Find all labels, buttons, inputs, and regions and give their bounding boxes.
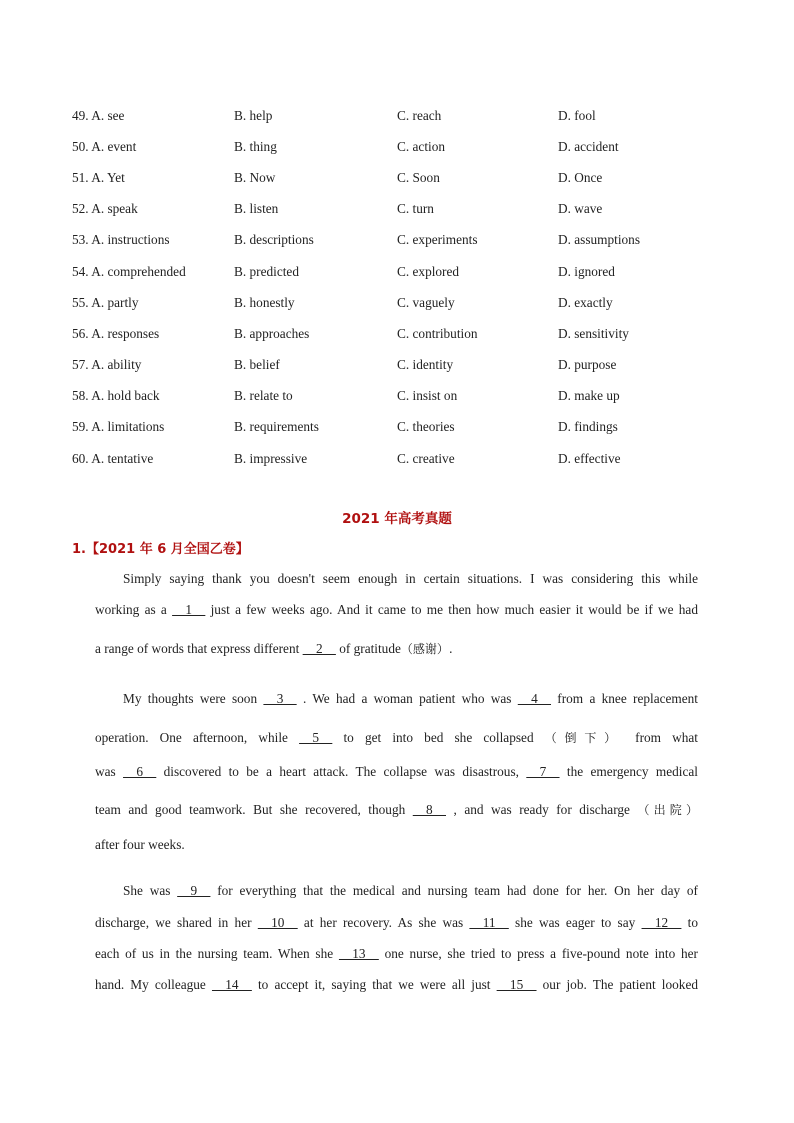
option-d[interactable]: D. accident [558, 138, 619, 154]
blank-15[interactable]: 15 [496, 977, 537, 992]
blank-10[interactable]: 10 [257, 915, 298, 930]
option-c[interactable]: C. vaguely [397, 294, 455, 310]
option-c[interactable]: C. explored [397, 263, 460, 279]
option-row [72, 287, 732, 318]
option-row [72, 131, 732, 162]
option-d[interactable]: D. Once [558, 169, 603, 185]
option-row [72, 350, 732, 381]
passage-line: was 6 discovered to be a heart attack. The collapse was disastrous, 7 the emergency medical [95, 764, 698, 779]
option-b[interactable]: B. listen [234, 201, 279, 217]
blank-13[interactable]: 13 [338, 946, 379, 961]
option-row [72, 381, 732, 412]
blank-1[interactable]: 1 [172, 602, 206, 617]
option-a[interactable]: 55. A. partly [72, 294, 139, 310]
option-b[interactable]: B. belief [234, 357, 280, 373]
option-c[interactable]: C. creative [397, 450, 455, 466]
section-title: 2021 年高考真题 [342, 511, 452, 527]
option-a[interactable]: 54. A. comprehended [72, 263, 186, 279]
option-c[interactable]: C. theories [397, 419, 455, 435]
option-b[interactable]: B. help [234, 107, 273, 123]
option-b[interactable]: B. impressive [234, 450, 308, 466]
option-c[interactable]: C. reach [397, 107, 442, 123]
option-b[interactable]: B. relate to [234, 388, 293, 404]
option-row [72, 412, 732, 443]
option-c[interactable]: C. experiments [397, 232, 478, 248]
option-a[interactable]: 51. A. Yet [72, 169, 125, 185]
option-b[interactable]: B. predicted [234, 263, 299, 279]
option-a[interactable]: 52. A. speak [72, 201, 138, 217]
option-a[interactable]: 57. A. ability [72, 357, 142, 373]
blank-9[interactable]: 9 [177, 883, 211, 898]
option-a[interactable]: 50. A. event [72, 138, 137, 154]
blank-11[interactable]: 11 [469, 915, 509, 930]
passage-line: hand. My colleague 14 to accept it, saying that we were all just 15 our job. The patient looked [95, 977, 698, 992]
blank-12[interactable]: 12 [641, 915, 682, 930]
blank-4[interactable]: 4 [517, 691, 552, 706]
option-b[interactable]: B. approaches [234, 325, 310, 341]
option-a[interactable]: 56. A. responses [72, 325, 160, 341]
option-d[interactable]: D. assumptions [558, 232, 641, 248]
option-row [72, 318, 732, 349]
passage-line: My thoughts were soon 3 . We had a woman patient who was 4 from a knee replacement [123, 691, 698, 706]
option-row [72, 100, 732, 131]
blank-5[interactable]: 5 [299, 730, 333, 745]
option-c[interactable]: C. Soon [397, 169, 440, 185]
option-d[interactable]: D. exactly [558, 294, 613, 310]
question-label: 1.【2021 年 6 月全国乙卷】 [72, 542, 249, 557]
option-b[interactable]: B. Now [234, 169, 276, 185]
option-row [72, 443, 732, 474]
option-d[interactable]: D. make up [558, 388, 620, 404]
blank-2[interactable]: 2 [302, 641, 336, 656]
blank-7[interactable]: 7 [526, 764, 560, 779]
option-b[interactable]: B. requirements [234, 419, 319, 435]
blank-6[interactable]: 6 [123, 764, 157, 779]
option-row [72, 225, 732, 256]
blank-8[interactable]: 8 [412, 802, 446, 817]
option-row [72, 194, 732, 225]
option-b[interactable]: B. descriptions [234, 232, 314, 248]
option-a[interactable]: 60. A. tentative [72, 450, 154, 466]
option-c[interactable]: C. turn [397, 201, 434, 217]
option-row [72, 162, 732, 193]
option-c[interactable]: C. action [397, 138, 446, 154]
option-a[interactable]: 53. A. instructions [72, 232, 170, 248]
option-d[interactable]: D. wave [558, 201, 603, 217]
option-c[interactable]: C. contribution [397, 325, 478, 341]
passage-line: discharge, we shared in her 10 at her recovery. As she was 11 she was eager to say 12 to [95, 915, 699, 930]
option-c[interactable]: C. identity [397, 357, 454, 373]
passage-line: after four weeks. [95, 837, 185, 852]
option-d[interactable]: D. fool [558, 107, 596, 123]
passage-line: team and good teamwork. But she recovered, though 8 , and was ready for discharge （出院） [95, 802, 698, 817]
option-d[interactable]: D. purpose [558, 357, 617, 373]
passage-line: Simply saying thank you doesn't seem enough in certain situations. I was considering this while [123, 571, 698, 586]
options-list [72, 100, 732, 474]
option-d[interactable]: D. findings [558, 419, 618, 435]
option-d[interactable]: D. sensitivity [558, 325, 629, 341]
passage-line: working as a 1 just a few weeks ago. And it came to me then how much easier it would be if we had [95, 602, 698, 617]
passage-line: operation. One afternoon, while 5 to get into bed she collapsed （倒下） from what [95, 730, 698, 745]
option-a[interactable]: 58. A. hold back [72, 388, 160, 404]
option-c[interactable]: C. insist on [397, 388, 458, 404]
option-d[interactable]: D. effective [558, 450, 621, 466]
option-a[interactable]: 59. A. limitations [72, 419, 165, 435]
option-row [72, 256, 732, 287]
blank-3[interactable]: 3 [263, 691, 297, 706]
passage-line: She was 9 for everything that the medical and nursing team had done for her. On her day of [123, 883, 698, 898]
option-b[interactable]: B. honestly [234, 294, 295, 310]
option-b[interactable]: B. thing [234, 138, 277, 154]
option-a[interactable]: 49. A. see [72, 107, 125, 123]
blank-14[interactable]: 14 [211, 977, 252, 992]
passage-line: each of us in the nursing team. When she 13 one nurse, she tried to press a five-pound note into her [95, 946, 698, 961]
passage-line: a range of words that express different 2 of gratitude（感谢）. [95, 641, 453, 656]
option-d[interactable]: D. ignored [558, 263, 615, 279]
